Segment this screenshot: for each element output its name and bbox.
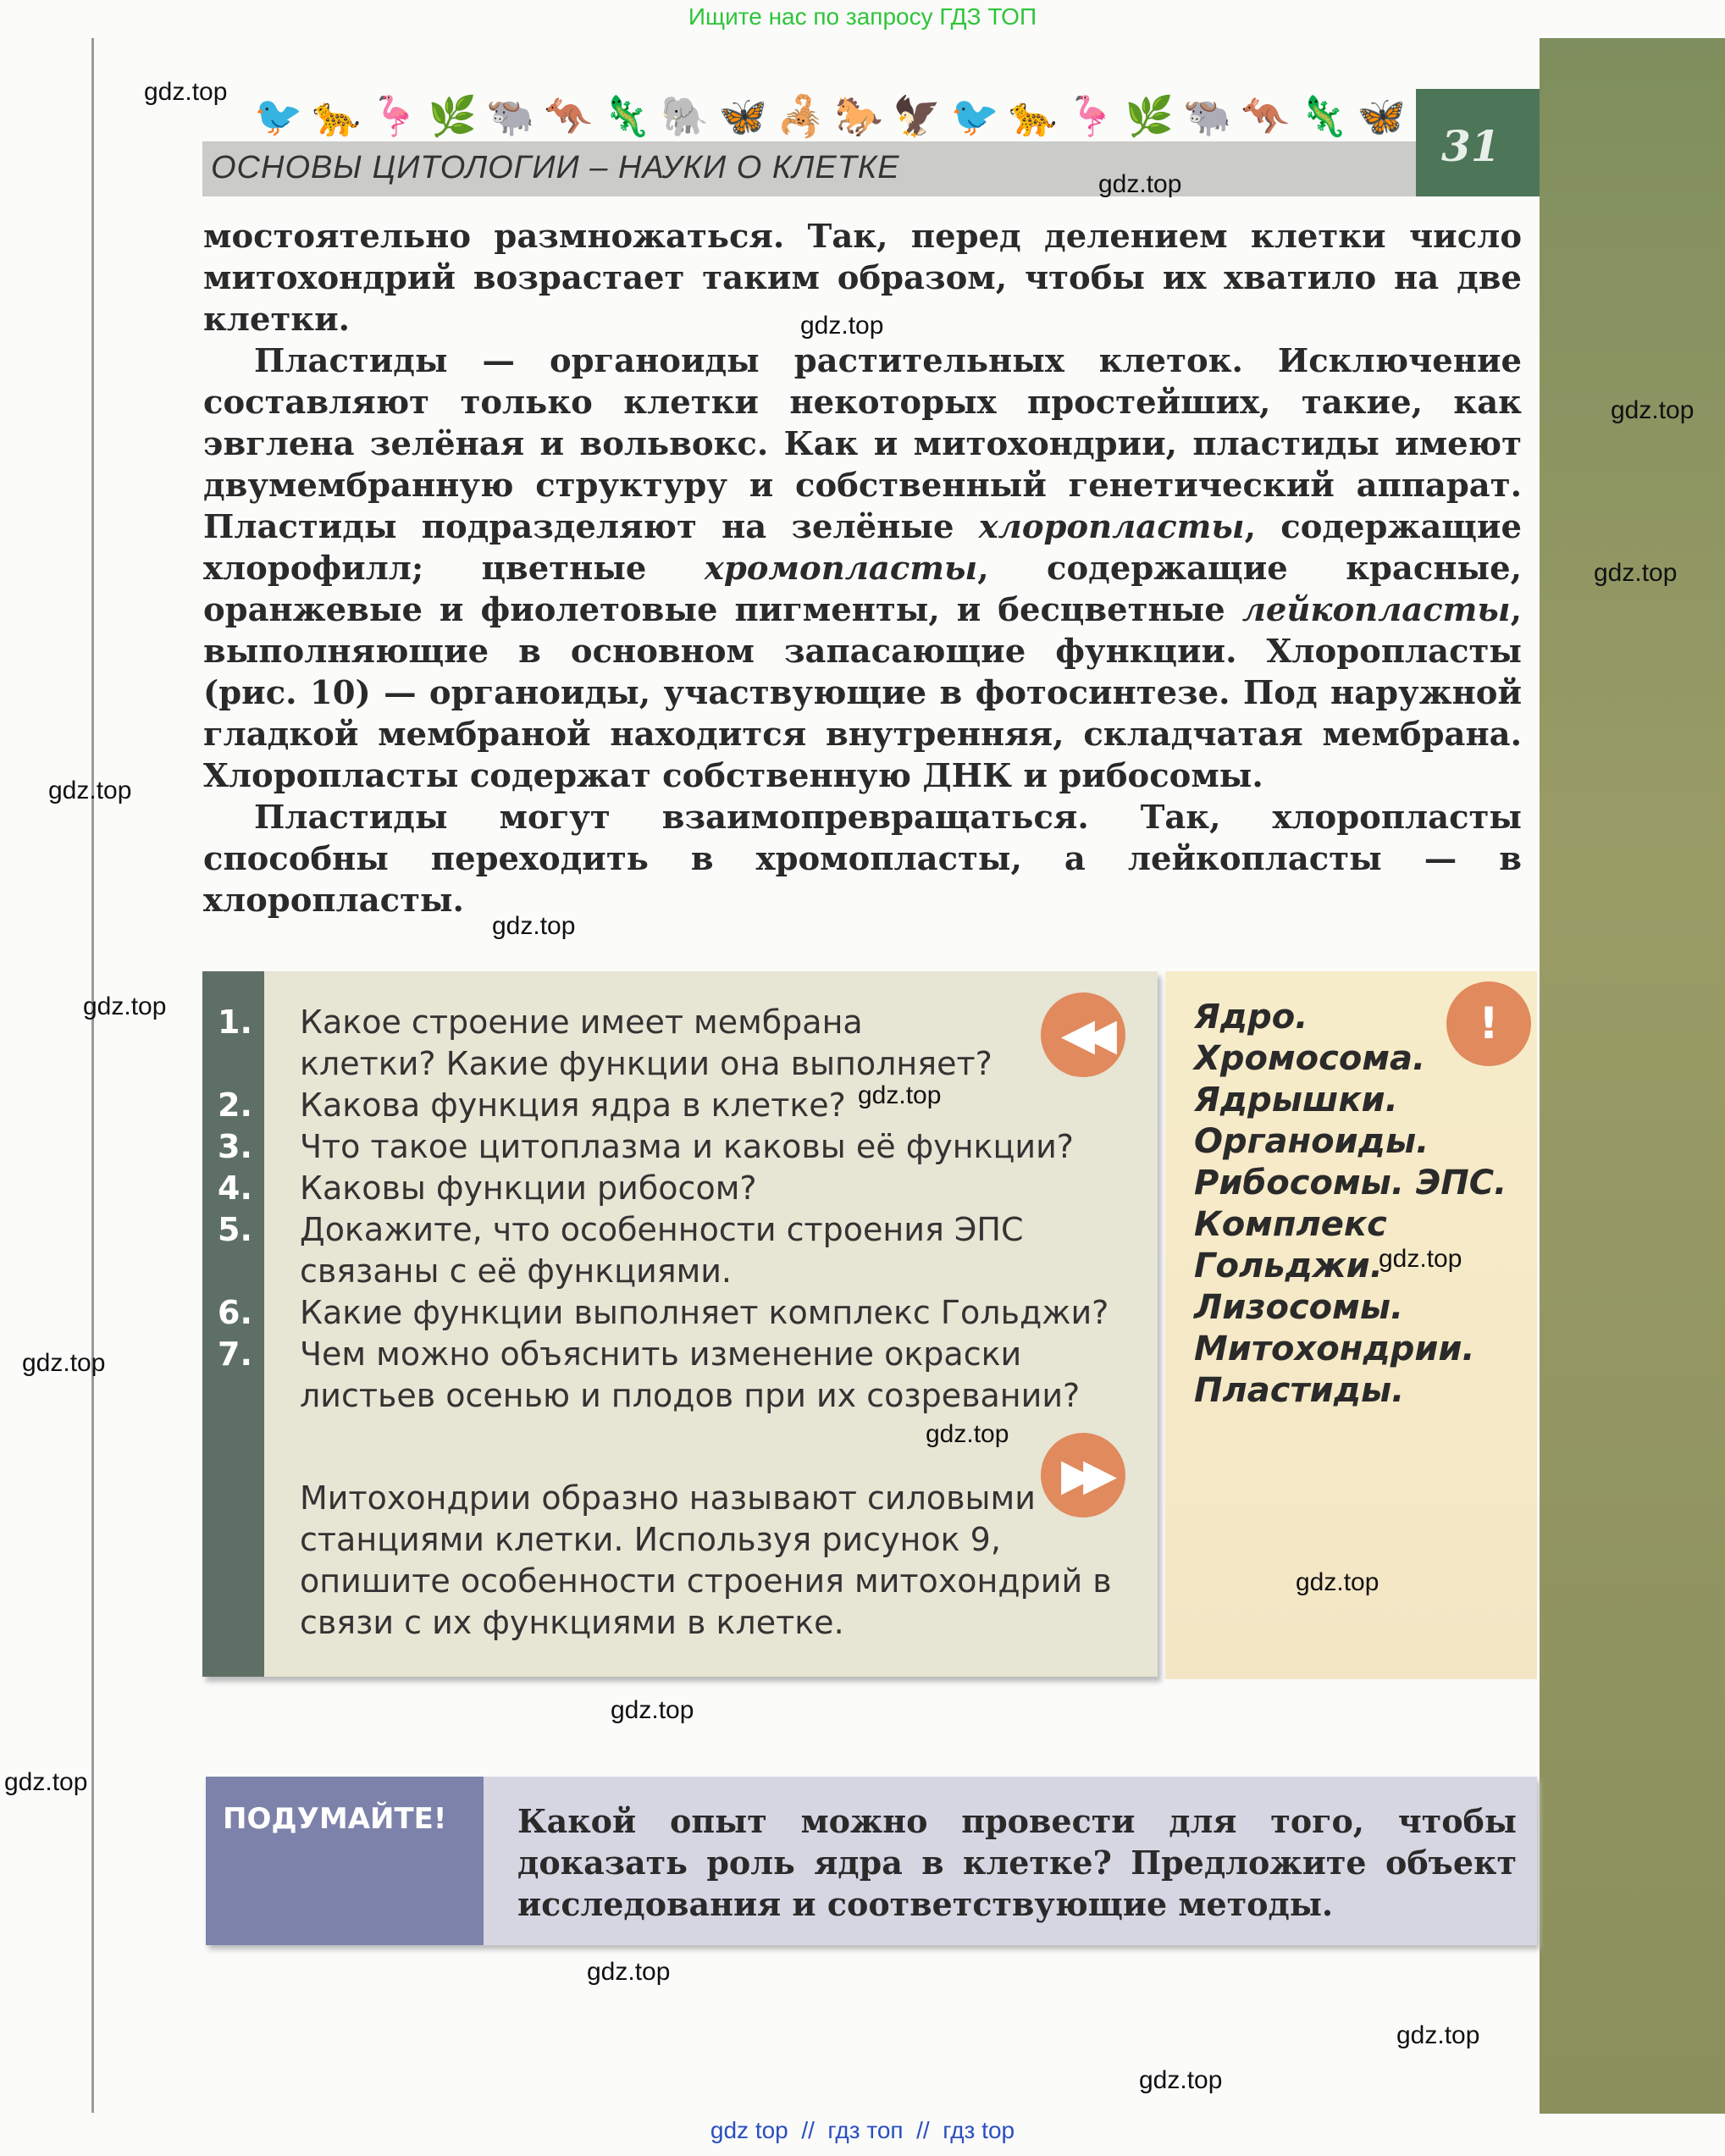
keyword: Комплекс: [1194, 1205, 1387, 1244]
paragraph: мостоятельно размножаться. Так, перед делением клетки число митохондрий возрастает таким образом, чтобы их хватило на две клетки.: [203, 218, 1522, 339]
watermark: gdz.top: [83, 992, 167, 1020]
watermark: gdz.top: [144, 78, 228, 106]
watermark: gdz.top: [1396, 2021, 1480, 2049]
think-box: [206, 1777, 1537, 1945]
think-label: ПОДУМАЙТЕ!: [206, 1777, 484, 1945]
think-text: Какой опыт можно провести для того, чтобы доказать роль ядра в клетке? Предложите объект исследования и соответствующие методы.: [517, 1802, 1517, 1923]
watermark: gdz.top: [4, 1768, 88, 1796]
watermark: gdz.top: [1611, 396, 1695, 424]
watermark: gdz.top: [48, 777, 132, 804]
text: , выполняющие в основном запасающие функции. Хлоропласты (рис. 10) — органоиды, участвующие в фотосинтезе. Под наружной гладкой мембраной находится внутренняя, складчатая мембрана. Хлоропласты содержат собственную ДНК и рибосомы.: [203, 591, 1522, 795]
watermark: gdz.top: [1296, 1568, 1379, 1596]
keyword: Рибосомы. ЭПС.: [1194, 1164, 1507, 1202]
watermark: gdz.top: [492, 912, 576, 940]
watermark: gdz.top: [800, 312, 884, 340]
page-edge: [1540, 38, 1725, 2114]
watermark: gdz.top: [926, 1420, 1009, 1448]
keyword: Ядрышки.: [1194, 1081, 1398, 1119]
watermark: gdz.top: [1379, 1245, 1462, 1273]
keyword: Пластиды.: [1194, 1371, 1405, 1410]
task-text: Митохондрии образно называют силовыми станциями клетки. Используя рисунок 9, опишите особенности строения митохондрий в связи с их функциями в клетке.: [300, 1479, 1112, 1641]
search-hint-link[interactable]: Ищите нас по запросу ГДЗ ТОП: [688, 3, 1037, 30]
term: хлоропласты: [978, 508, 1245, 546]
text: — органоиды растительных клеток. Исключение составляют только клетки некоторых простейших, такие, как эвглена зелёная и вольвокс. Как и митохондрии, пластиды имеют двумембранную структуру и собственный генетический аппарат. Пластиды подразделяют на зелёные: [203, 342, 1522, 546]
term: Пластиды: [254, 342, 448, 380]
question-number: 2.: [218, 1086, 252, 1124]
paragraph: [203, 340, 1522, 797]
keyword: Хромосома.: [1194, 1039, 1426, 1078]
keyword: Органоиды.: [1194, 1122, 1429, 1161]
question-text: Какова функция ядра в клетке?: [300, 1086, 846, 1124]
fast-forward-icon: ▶▶: [1041, 1433, 1125, 1517]
watermark: gdz.top: [1139, 2066, 1223, 2094]
question-text: Какое строение имеет мембрана клетки? Какие функции она выполняет?: [300, 1003, 992, 1082]
questions-box: [202, 971, 1158, 1677]
term: хромопласты: [704, 550, 978, 588]
watermark: gdz.top: [858, 1081, 942, 1109]
page-number: 31: [1416, 89, 1540, 196]
keyword: Лизосомы.: [1194, 1288, 1404, 1327]
text: , содержащие хлорофилл; цветные: [203, 508, 1522, 588]
watermark: gdz.top: [22, 1349, 106, 1377]
keyword: Митохондрии.: [1194, 1330, 1475, 1368]
exclamation-icon: !: [1446, 981, 1531, 1066]
text: , содержащие красные, оранжевые и фиолетовые пигменты, и бесцветные: [203, 550, 1522, 629]
question-text: Чем можно объяснить изменение окраски листьев осенью и плодов при их созревании?: [300, 1335, 1081, 1414]
watermark: gdz.top: [611, 1696, 694, 1724]
keyword: Ядро.: [1194, 998, 1308, 1037]
watermark: gdz.top: [1594, 559, 1678, 587]
question-number: 4.: [218, 1169, 252, 1207]
footer-links[interactable]: gdz top // гдз топ // гдз top: [710, 2117, 1015, 2143]
question-text: Докажите, что особенности строения ЭПС связаны с её функциями.: [300, 1211, 1024, 1290]
question-number: 7.: [218, 1335, 252, 1373]
question-number: 3.: [218, 1128, 252, 1165]
rewind-icon: ◀◀: [1041, 992, 1125, 1077]
animal-silhouettes-icon: 🐦 🐆 🦩 🌿 🐃 🦘 🦎 🐘 🦋 🦂 🐎 🦅 🐦 🐆 🦩 🌿 🐃 🦘 🦎 🦋: [254, 93, 1406, 139]
question-text: Какие функции выполняет комплекс Гольджи?: [300, 1294, 1109, 1331]
question-text: Каковы функции рибосом?: [300, 1169, 757, 1207]
paragraph: Пластиды могут взаимопревращаться. Так, хлоропласты способны переходить в хромопласты, а лейкопласты — в хлоропласты.: [203, 799, 1522, 920]
margin-line: [91, 38, 94, 2113]
question-number: 1.: [218, 1003, 252, 1041]
term: лейкопласты: [1241, 591, 1511, 629]
watermark: gdz.top: [587, 1958, 671, 1986]
question-number: 5.: [218, 1211, 252, 1248]
question-text: Что такое цитоплазма и каковы её функции?: [300, 1128, 1074, 1165]
question-number: 6.: [218, 1294, 252, 1331]
watermark: gdz.top: [1098, 170, 1182, 198]
chapter-title: ОСНОВЫ ЦИТОЛОГИИ – НАУКИ О КЛЕТКЕ: [202, 141, 1416, 196]
keyword: Гольджи.: [1194, 1247, 1383, 1285]
